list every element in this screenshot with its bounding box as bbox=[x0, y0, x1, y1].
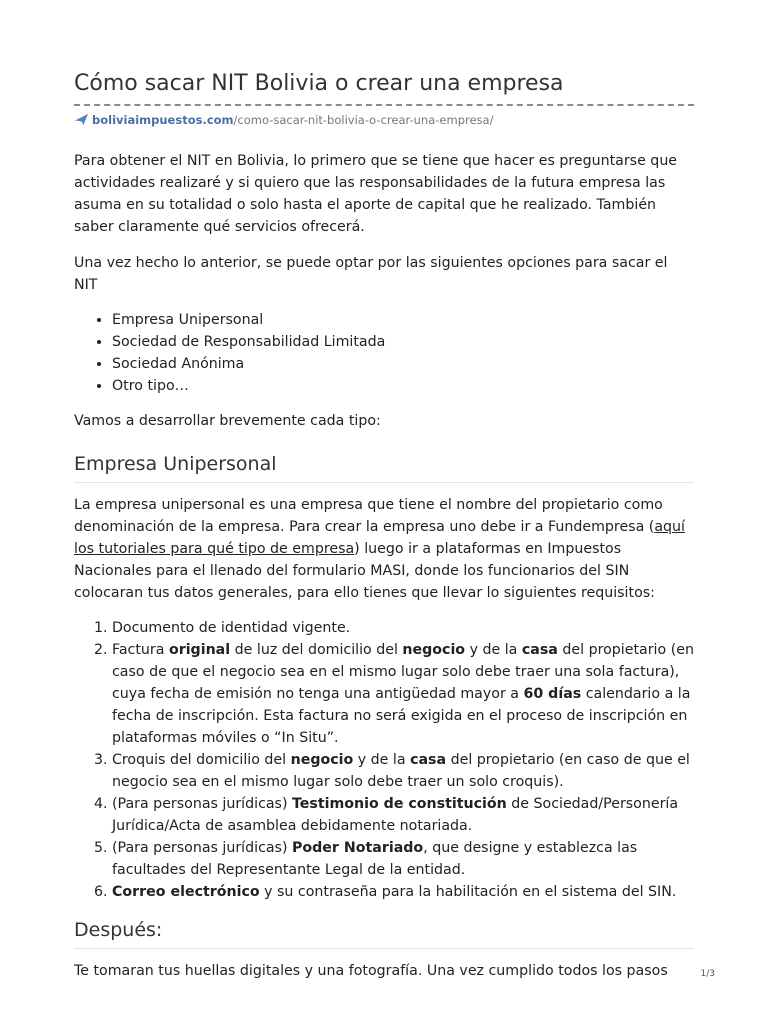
source-path[interactable]: /como-sacar-nit-bolivia-o-crear-una-empresa/ bbox=[233, 112, 494, 127]
intro-paragraph: Para obtener el NIT en Bolivia, lo primero que se tiene que hacer es preguntarse que actividades realizaré y si quiero que las responsabilidades de la futura empresa las asuma en su totalidad o solo hasta el aporte de capital que he realizado. También saber claramente qué servicios ofrecerá. bbox=[74, 153, 678, 235]
list-item: 3. Croquis del domicilio del negocio y de la casa del propietario (en caso de que el negocio sea en el mismo lugar solo debe traer un solo croquis). bbox=[112, 749, 694, 793]
page-title: Cómo sacar NIT Bolivia o crear una empresa bbox=[74, 71, 564, 96]
list-item: • Empresa Unipersonal bbox=[112, 309, 694, 331]
source-domain[interactable]: boliviaimpuestos.com bbox=[92, 112, 234, 127]
develop-text: Vamos a desarrollar brevemente cada tipo: bbox=[74, 413, 381, 429]
list-item: 2. Factura original de luz del domicilio del negocio y de la casa del propietario (en caso de que el negocio sea en el mismo lugar solo debe traer una sola factura), cuya fecha de emisión no tenga una antigüedad mayor a 60 días calendario a la fecha de inscripción. Esta factura no será exigida en el proceso de inscripción en plataformas móviles o “In Situ”. bbox=[112, 639, 694, 749]
options-list bbox=[74, 309, 694, 397]
requirements-list bbox=[74, 617, 694, 903]
list-item: • Sociedad de Responsabilidad Limitada bbox=[112, 331, 694, 353]
source-url[interactable] bbox=[74, 112, 493, 127]
list-item: 4. (Para personas jurídicas) Testimonio de constitución de Sociedad/Personería Jurídica/Acta de asamblea debidamente notariada. bbox=[112, 793, 694, 837]
options-intro: Una vez hecho lo anterior, se puede optar por las siguientes opciones para sacar el NIT bbox=[74, 255, 668, 293]
list-item: • Sociedad Anónima bbox=[112, 353, 694, 375]
list-item: 5. (Para personas jurídicas) Poder Notariado, que designe y establezca las facultades del Representante Legal de la entidad. bbox=[112, 837, 694, 881]
page-number: 1/3 bbox=[700, 969, 715, 979]
plane-icon bbox=[74, 112, 89, 127]
despues-paragraph: Te tomaran tus huellas digitales y una fotografía. Una vez cumplido todos los pasos bbox=[74, 963, 668, 979]
section-heading-unipersonal: Empresa Unipersonal bbox=[74, 451, 694, 483]
unipersonal-paragraph: La empresa unipersonal es una empresa que tiene el nombre del propietario como denominación de la empresa. Para crear la empresa uno debe ir a Fundempresa (aquí los tutoriales para qué tipo de empresa) luego ir a plataformas en Impuestos Nacionales para el llenado del formulario MASI, donde los funcionarios del SIN colocaran tus datos generales, para ello tienes que llevar lo siguientes requisitos: bbox=[74, 497, 685, 601]
article-body bbox=[74, 150, 694, 982]
list-item: • Otro tipo… bbox=[112, 375, 694, 397]
tutorials-link[interactable]: aquí los tutoriales para qué tipo de empresa bbox=[74, 519, 685, 557]
list-item: 6. Correo electrónico y su contraseña para la habilitación en el sistema del SIN. bbox=[112, 881, 694, 903]
section-heading-despues: Después: bbox=[74, 917, 694, 949]
title-divider bbox=[74, 104, 694, 106]
list-item: 1. Documento de identidad vigente. bbox=[112, 617, 694, 639]
